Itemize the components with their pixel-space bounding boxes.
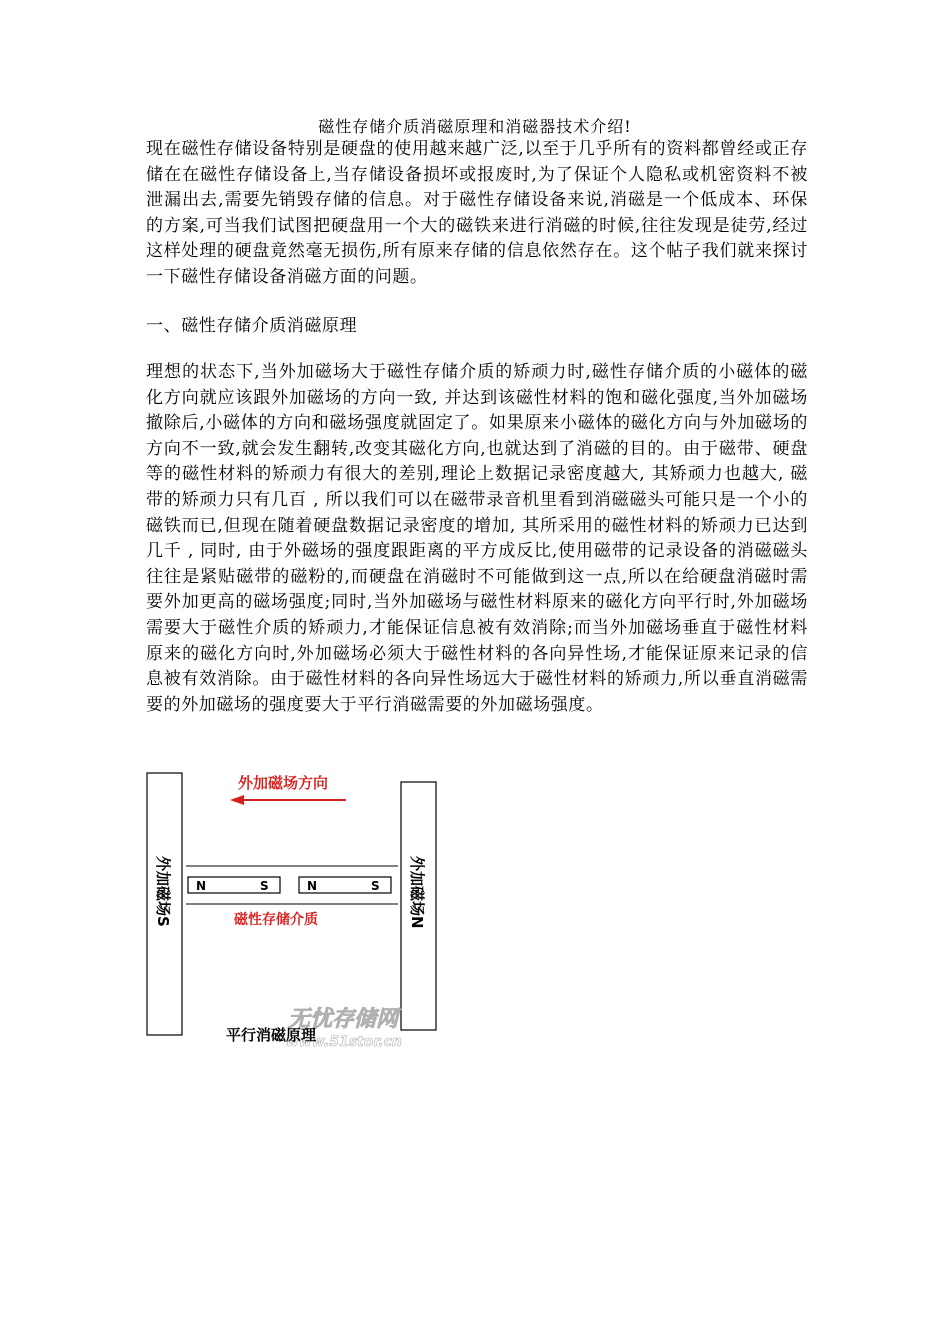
- arrow-head-icon: [230, 795, 244, 805]
- medium-label: 磁性存储介质: [234, 912, 318, 928]
- right-magnet-label: 外加磁场N: [408, 856, 426, 929]
- section-paragraph: 理想的状态下,当外加磁场大于磁性存储介质的矫顽力时,磁性存储介质的小磁体的磁化方向就应该跟外加磁场的方向一致, 并达到该磁性材料的饱和磁化强度,当外加磁场撤除后,小磁体的方向和磁场强度就固定了。如果原来小磁体的磁化方向与外加磁场的方向不一致,就会发生翻转,改变其磁化方向,也就达到了消磁的目的。由于磁带、硬盘等的磁性材料的矫顽力有很大的差别,理论上数据记录密度越大, 其矫顽力也越大, 磁带的矫顽力只有几百 , 所以我们可以在磁带录音机里看到消磁磁头可能只是一个小的磁铁而已,但现在随着硬盘数据记录密度的增加, 其所采用的磁性材料的矫顽力已达到几千 , 同时, 由于外磁场的强度跟距离的平方成反比,使用磁带的记录设备的消磁磁头往往是紧贴磁带的磁粉的,而硬盘在消磁时不可能做到这一点,所以在给硬盘消磁时需要外加更高的磁场强度;同时,当外加磁场与磁性材料原来的磁化方向平行时,外加磁场需要大于磁性介质的矫顽力,才能保证信息被有效消除;而当外加磁场垂直于磁性材料原来的磁化方向时,外加磁场必须大于磁性材料的各向异性场,才能保证原来记录的信息被有效消除。由于磁性材料的各向异性场远大于磁性材料的矫顽力,所以垂直消磁需要的外加磁场的强度要大于平行消磁需要的外加磁场强度。: [146, 362, 808, 715]
- bit-1-north: N: [196, 879, 207, 893]
- watermark-logo: 无忧存储网: [288, 1007, 399, 1032]
- bit-1-south: S: [260, 879, 269, 893]
- parallel-degauss-diagram: [146, 768, 446, 1048]
- field-direction-label: 外加磁场方向: [238, 774, 329, 792]
- intro-paragraph: 现在磁性存储设备特别是硬盘的使用越来越广泛,以至于几乎所有的资料都曾经或正存储在在磁性存储设备上,当存储设备损坏或报废时,为了保证个人隐私或机密资料不被泄漏出去,需要先销毁存储的信息。对于磁性存储设备来说,消磁是一个低成本、环保的方案,可当我们试图把硬盘用一个大的磁铁来进行消磁的时候,往往发现是徒劳,经过这样处理的硬盘竟然毫无损伤,所有原来存储的信息依然存在。这个帖子我们就来探讨一下磁性存储设备消磁方面的问题。: [146, 139, 808, 287]
- watermark-url: www.51stor.cn: [286, 1034, 402, 1048]
- document-title: 磁性存储介质消磁原理和消磁器技术介绍!: [318, 117, 632, 136]
- bit-2-south: S: [371, 879, 380, 893]
- bit-2-north: N: [307, 879, 318, 893]
- left-magnet-label: 外加磁场S: [154, 856, 172, 927]
- section-heading: 一、磁性存储介质消磁原理: [146, 316, 358, 336]
- figure-caption: 平行消磁原理: [226, 1026, 317, 1044]
